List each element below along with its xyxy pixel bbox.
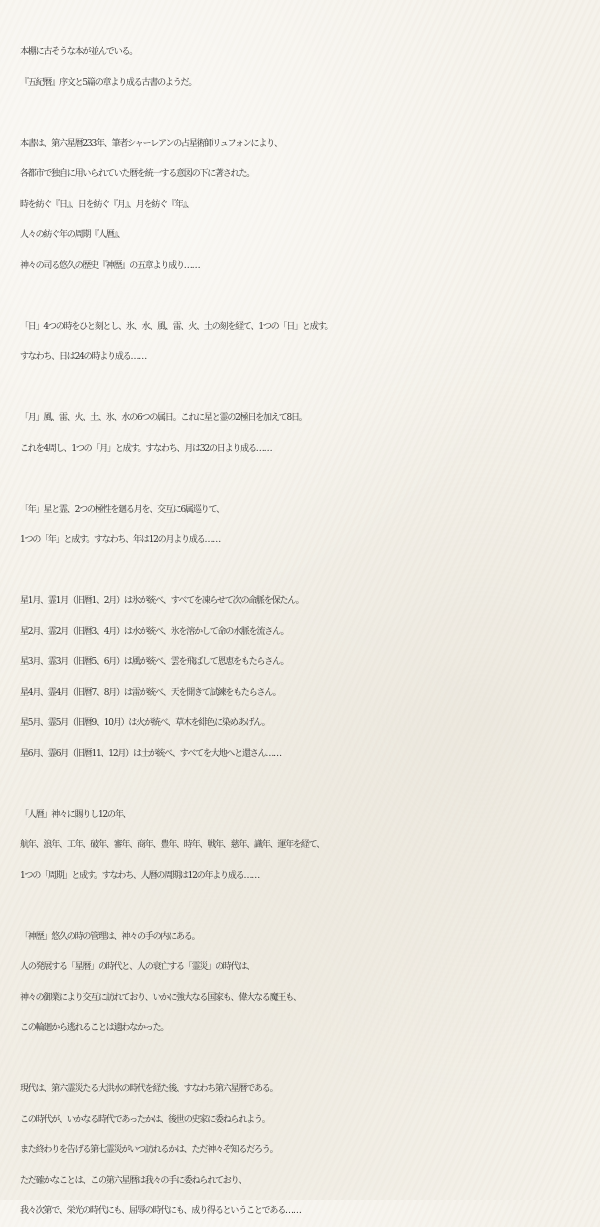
- text-line: 「月」風、雷、火、土、氷、水の6つの属日。これに星と霊の2極日を加えて8日。: [20, 413, 307, 423]
- text-line: 人の発展する「星暦」の時代と、人の衰亡する「霊災」の時代は、: [20, 962, 255, 972]
- paragraph-gap: [20, 1044, 600, 1075]
- text-line: 星1月、霊1月（旧暦1、2月）は氷が統べ、すべてを凍らせて次の命脈を保たん。: [20, 596, 304, 606]
- text-line: 「人暦」神々に賜りし12の年、: [20, 809, 131, 820]
- text-line: 星5月、霊5月（旧暦9、10月）は火が統べ、草木を緋色に染めあげん。: [20, 718, 270, 728]
- paragraph-gap: [20, 769, 600, 800]
- year-paragraph: [20, 495, 600, 556]
- text-line: 「日」4つの時をひと刻とし、氷、水、風、雷、火、土の刻を経て、1つの「日」と成す。: [20, 321, 333, 332]
- text-line: 「年」星と霊、2つの極性を廻る月を、交互に6属巡りて、: [20, 504, 224, 515]
- paragraph-gap: [20, 281, 600, 312]
- text-line: 星6月、霊6月（旧暦11、12月）は土が統べ、すべてを大地へと還さん……: [20, 748, 281, 759]
- text-line: 航年、浪年、工年、破年、審年、商年、豊年、時年、戦年、慈年、識年、運年を経て、: [20, 840, 325, 850]
- text-line: この時代が、いかなる時代であったかは、後世の史家に委ねられよう。: [20, 1114, 270, 1125]
- text-line: 「神歴」悠久の時の管理は、神々の手の内にある。: [20, 931, 200, 942]
- paragraph-gap: [20, 373, 600, 404]
- text-line: 神々の司る悠久の歴史『神歴』の五章より成り……: [20, 260, 200, 271]
- month-paragraph: [20, 403, 600, 464]
- divine-era-paragraph: [20, 922, 600, 1044]
- text-line: 星3月、霊3月（旧暦5、6月）は風が統べ、雲を飛ばして恩恵をもたらさん。: [20, 657, 289, 667]
- text-line: これを4周し、1つの「月」と成す。すなわち、月は32の日より成る……: [20, 443, 272, 454]
- text-line: 1つの「周期」と成す。すなわち、人暦の周期は12の年より成る……: [20, 870, 260, 881]
- paragraph-gap: [20, 891, 600, 922]
- paragraph-gap: [20, 556, 600, 587]
- text-line: 星2月、霊2月（旧暦3、4月）は水が統べ、氷を溶かして命の水脈を流さん。: [20, 626, 289, 637]
- present-paragraph: [20, 1074, 600, 1227]
- text-line: この輪廻から逃れることは適わなかった。: [20, 1023, 169, 1033]
- human-era-paragraph: [20, 800, 600, 892]
- text-line: 人々の紡ぐ年の周期『人暦』、: [20, 230, 125, 240]
- text-line: 1つの「年」と成す。すなわち、年は12の月より成る……: [20, 535, 221, 545]
- text-line: 『五紀暦』序文と5篇の章より成る古書のようだ。: [20, 77, 197, 88]
- text-line: 各都市で独自に用いられていた暦を統一する意図の下に著された。: [20, 169, 255, 179]
- text-line: 星4月、霊4月（旧暦7、8月）は雷が統べ、天を開きて試練をもたらさん。: [20, 687, 281, 698]
- months-list-paragraph: [20, 586, 600, 769]
- text-line: 神々の御業により交互に訪れており、いかに強大なる国家も、偉大なる魔王も、: [20, 992, 301, 1003]
- text-line: 時を紡ぐ『日』、日を紡ぐ『月』、月を紡ぐ『年』、: [20, 199, 194, 210]
- text-line: すなわち、日は24の時より成る……: [20, 352, 147, 362]
- text-line: ただ確かなことは、この第六星暦は我々の手に委ねられており、: [20, 1175, 247, 1186]
- text-line: また終わりを告げる第七霊災がいつ訪れるかは、ただ神々ぞ知るだろう。: [20, 1145, 278, 1155]
- text-line: 我々次第で、栄光の時代にも、屈辱の時代にも、成り得るということである……: [20, 1206, 301, 1216]
- text-line: 現代は、第六霊災たる大洪水の時代を経た後、すなわち第六星暦である。: [20, 1084, 278, 1094]
- text-line: 本棚に古そうな本が並んでいる。: [20, 47, 138, 57]
- day-paragraph: [20, 312, 600, 373]
- paragraph-gap: [20, 464, 600, 495]
- preface-paragraph: [20, 129, 600, 282]
- intro-paragraph: [20, 37, 600, 98]
- text-line: 本書は、第六星暦233年、筆者シャーレアンの占星術師リュフォンにより、: [20, 138, 282, 149]
- paragraph-gap: [20, 98, 600, 129]
